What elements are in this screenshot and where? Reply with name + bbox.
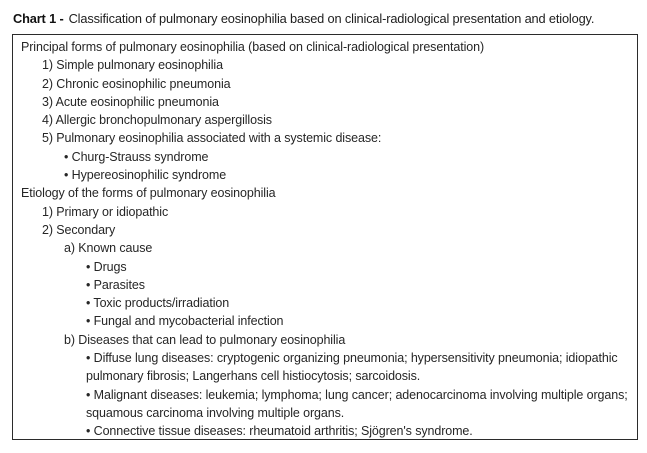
list-item: a) Known cause — [64, 241, 153, 256]
figure-caption-label: Chart 1 - — [13, 11, 64, 26]
bullet-item: • Fungal and mycobacterial infection — [86, 314, 284, 329]
list-item: 2) Secondary — [42, 222, 116, 237]
list-item: 5) Pulmonary eosinophilia associated with a systemic disease: — [42, 131, 382, 146]
list-item: 3) Acute eosinophilic pneumonia — [42, 94, 219, 109]
bullet-item: • Churg-Strauss syndrome — [64, 149, 209, 164]
list-item: 2) Chronic eosinophilic pneumonia — [42, 76, 231, 91]
section-heading: Etiology of the forms of pulmonary eosinophilia — [21, 186, 276, 201]
list-item: 1) Simple pulmonary eosinophilia — [42, 58, 223, 73]
bullet-item: • Toxic products/irradiation — [86, 296, 230, 311]
bullet-item: • Diffuse lung diseases: cryptogenic organizing pneumonia; hypersensitivity pneumonia; idiopathic pulmonary fibrosis; Langerhans cell histiocytosis; sarcoidosis. — [86, 351, 618, 384]
figure-caption-text: Classification of pulmonary eosinophilia based on clinical-radiological presentation and etiology. — [68, 11, 595, 26]
bullet-item: • Connective tissue diseases: rheumatoid arthritis; Sjögren's syndrome. — [86, 424, 473, 439]
section-heading: Principal forms of pulmonary eosinophilia (based on clinical-radiological presentation) — [21, 40, 485, 54]
list-item: 4) Allergic bronchopulmonary aspergillosis — [42, 113, 272, 128]
bullet-item: • Hypereosinophilic syndrome — [64, 168, 227, 183]
bullet-item: • Drugs — [86, 259, 127, 274]
figure-caption — [13, 10, 639, 27]
list-item: b) Diseases that can lead to pulmonary eosinophilia — [64, 332, 346, 347]
chart-box — [12, 34, 638, 440]
bullet-item: • Malignant diseases: leukemia; lymphoma; lung cancer; adenocarcinoma involving multiple organs; squamous carcinoma involving multiple organs. — [86, 387, 628, 420]
list-item: 1) Primary or idiopathic — [42, 204, 169, 219]
bullet-item: • Parasites — [86, 277, 145, 292]
